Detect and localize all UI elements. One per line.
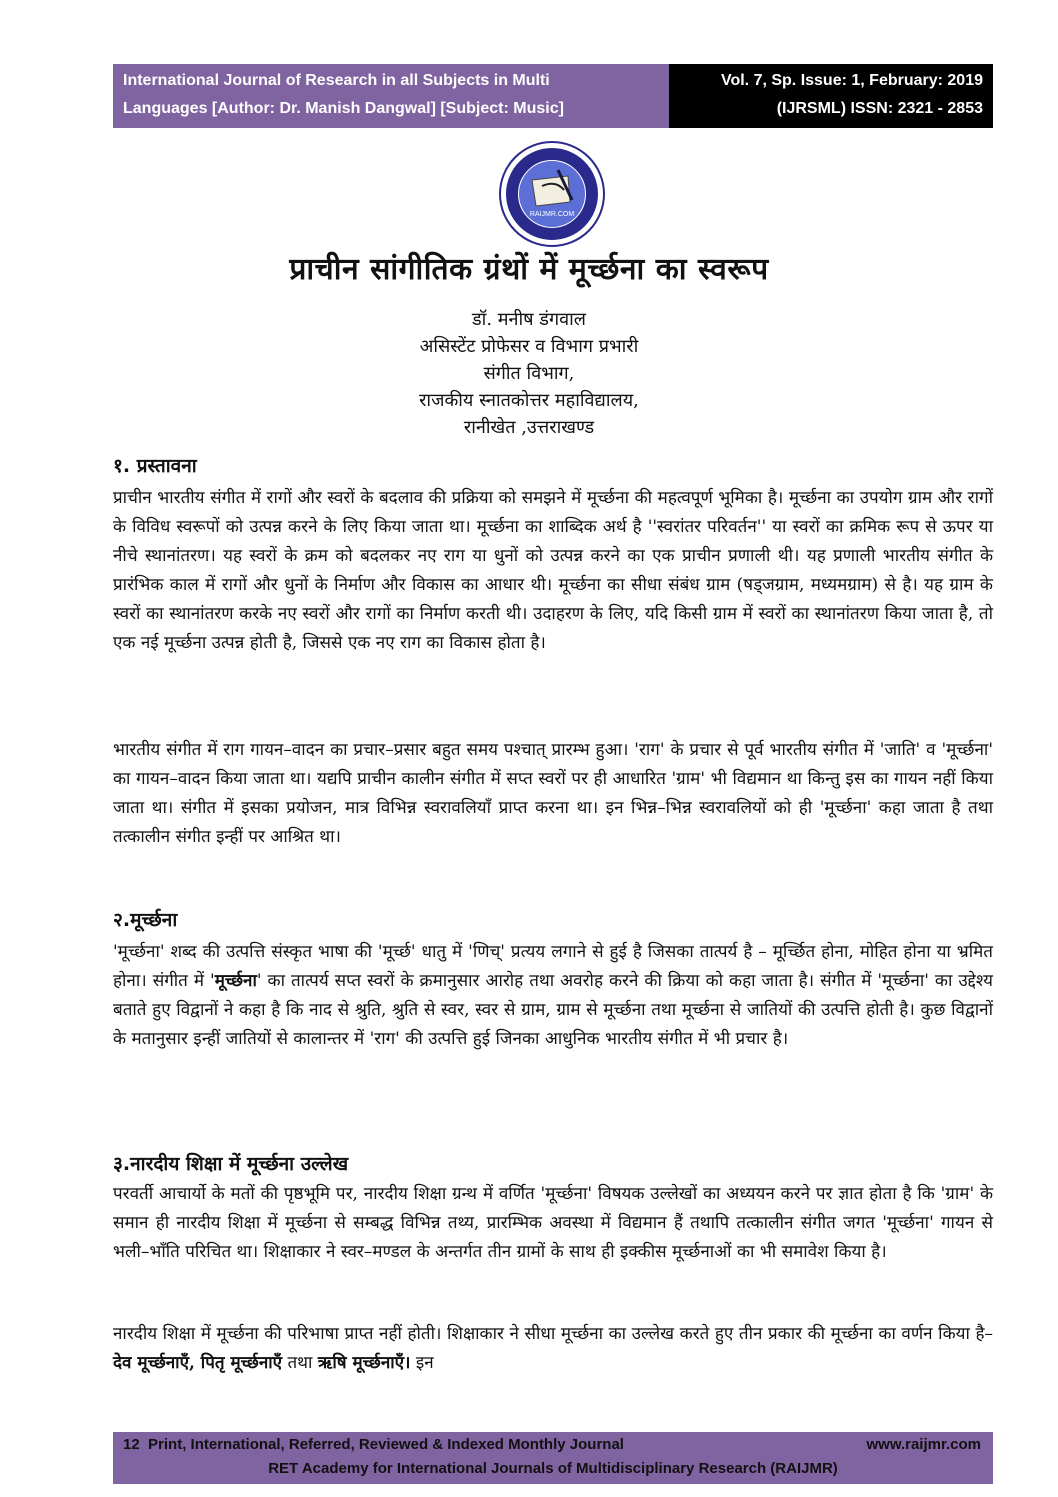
page-number: 12	[123, 1436, 140, 1453]
header-issue-info	[669, 64, 993, 128]
naradiya-text-mid: तथा	[282, 1353, 318, 1373]
footer-left	[123, 1436, 624, 1453]
footer-publisher: RET Academy for International Journals of Multidisciplinary Research (RAIJMR)	[268, 1460, 838, 1477]
paragraph-naradiya-1: परवर्ती आचार्यो के मतों की पृष्ठभूमि पर, नारदीय शिक्षा ग्रन्थ में वर्णित 'मूर्च्छना' विषयक उल्लेखों का अध्ययन करने पर ज्ञात होता है कि 'ग्राम' के समान ही नारदीय शिक्षा में मूर्च्छना से सम्बद्ध विभिन्न तथ्य, प्रारम्भिक अवस्था में विद्यमान हैं तथापि तत्कालीन संगीत जगत 'मूर्च्छना' गायन से भली–भाँति परिचित था। शिक्षाकार ने स्वर–मण्डल के अन्तर्गत तीन ग्रामों के साथ ही इक्कीस मूर्च्छनाओं का भी समावेश किया है।	[113, 1184, 993, 1262]
section-heading-murchhana: २.मूर्च्छना	[113, 909, 178, 931]
naradiya-bold-deva-pitri: देव मूर्च्छनाएँ, पितृ मूर्च्छनाएँ	[113, 1353, 283, 1373]
author-location: रानीखेत ,उत्तराखण्ड	[463, 417, 595, 438]
header-volume: Vol. 7, Sp. Issue: 1, February: 2019	[720, 72, 983, 89]
header-journal-name: International Journal of Research in all Subjects in Multi	[123, 72, 550, 89]
footer-website-link[interactable]: www.raijmr.com	[866, 1436, 981, 1453]
paragraph-introduction-2: भारतीय संगीत में राग गायन–वादन का प्रचार–प्रसार बहुत समय पश्चात् प्रारम्भ हुआ। 'राग' के प्रचार से पूर्व भारतीय संगीत में 'जाति' व 'मूर्च्छना' का गायन–वादन किया जाता था। यद्यपि प्राचीन कालीन संगीत में सप्त स्वरों पर ही आधारित 'ग्राम' भी विद्यमान था किन्तु इस का गायन नहीं किया जाता था। संगीत में इसका प्रयोजन, मात्र विभिन्न स्वरावलियाँ प्राप्त करना था। इन भिन्न–भिन्न स्वरावलियों को ही 'मूर्च्छना' कहा जाता है तथा तत्कालीन संगीत इन्हीं पर आश्रित था।	[113, 740, 993, 847]
author-name: डॉ. मनीष डंगवाल	[472, 309, 586, 330]
logo-text: RAIJMR.COM	[529, 211, 575, 218]
paragraph-introduction-1: प्राचीन भारतीय संगीत में रागों और स्वरों के बदलाव की प्रक्रिया को समझने में मूर्च्छना की महत्वपूर्ण भूमिका है। मूर्च्छना का उपयोग ग्राम और रागों के विविध स्वरूपों को उत्पन्न करने के लिए किया जाता था। मूर्च्छना का शाब्दिक अर्थ है ''स्वरांतर परिवर्तन'' या स्वरों का क्रमिक रूप से ऊपर या नीचे स्थानांतरण। यह स्वरों के क्रम को बदलकर नए राग या धुनों को उत्पन्न करने का एक प्राचीन प्रणाली थी। यह प्रणाली भारतीय संगीत के प्रारंभिक काल में रागों और धुनों के निर्माण और विकास का आधार थी। मूर्च्छना का सीधा संबंध ग्राम (षड्जग्राम, मध्यमग्राम) से है। यह ग्राम के स्वरों का स्थानांतरण करके नए स्वरों और रागों का निर्माण करती थी। उदाहरण के लिए, यदि किसी ग्राम में स्वरों का स्थानांतरण किया जाता है, तो एक नई मूर्च्छना उत्पन्न होती है, जिससे एक नए राग का विकास होता है।	[113, 488, 993, 653]
naradiya-text-end: इन	[410, 1353, 434, 1373]
paragraph-murchhana	[113, 938, 993, 1054]
journal-footer	[113, 1432, 993, 1484]
header-issn: (IJRSML) ISSN: 2321 - 2853	[776, 100, 983, 117]
murchhana-text-start: 'मूर्च्छना' शब्द की उत्पत्ति संस्कृत भाषा की 'मूर्च्छ' धातु में 'णिच्' प्रत्यय लगाने से हुई है जिसका तात्पर्य है – मूर्च्छित होना, मोहित होना या भ्रमित होना। संगीत में '	[113, 942, 993, 991]
naradiya-text-start: नारदीय शिक्षा में मूर्च्छना की परिभाषा प्राप्त नहीं होती। शिक्षाकार ने सीधा मूर्च्छना का उल्लेख करते हुए तीन प्रकार की मूर्च्छना का वर्णन किया है–	[113, 1324, 993, 1344]
murchhana-text-end: ' का तात्पर्य सप्त स्वरों के क्रमानुसार आरोह तथा अवरोह करने की क्रिया को कहा जाता है। संगीत में 'मूर्च्छना' का उद्देश्य बताते हुए विद्वानों ने कहा है कि नाद से श्रुति, श्रुति से स्वर, स्वर से ग्राम, ग्राम से मूर्च्छना तथा मूर्च्छना से जातियों की उत्पत्ति होती है। कुछ विद्वानों के मतानुसार इन्हीं जातियों से कालान्तर में 'राग' की उत्पत्ति हुई जिनका आधुनिक भारतीय संगीत में भी प्रचार है।	[113, 971, 993, 1049]
header-author-subject: Languages [Author: Dr. Manish Dangwal] [Subject: Music]	[123, 100, 564, 117]
journal-header	[113, 64, 993, 128]
header-journal-info	[113, 64, 669, 128]
murchhana-bold-term: मूर्च्छना	[214, 971, 257, 991]
section-heading-introduction: १. प्रस्तावना	[113, 455, 197, 477]
paragraph-naradiya-2	[113, 1320, 993, 1378]
author-block	[0, 306, 1058, 441]
naradiya-bold-rishi: ऋषि मूर्च्छनाएँ।	[317, 1353, 411, 1373]
raijmr-logo	[498, 140, 606, 248]
section-heading-naradiya: ३.नारदीय शिक्षा में मूर्च्छना उल्लेख	[113, 1153, 349, 1175]
author-department: संगीत विभाग,	[483, 363, 575, 384]
article-title: प्राचीन सांगीतिक ग्रंथों में मूर्च्छना का स्वरूप	[289, 252, 769, 287]
author-college: राजकीय स्नातकोत्तर महाविद्यालय,	[419, 390, 639, 411]
footer-journal-type: Print, International, Referred, Reviewed & Indexed Monthly Journal	[148, 1436, 624, 1453]
author-designation: असिस्टेंट प्रोफेसर व विभाग प्रभारी	[419, 336, 639, 357]
